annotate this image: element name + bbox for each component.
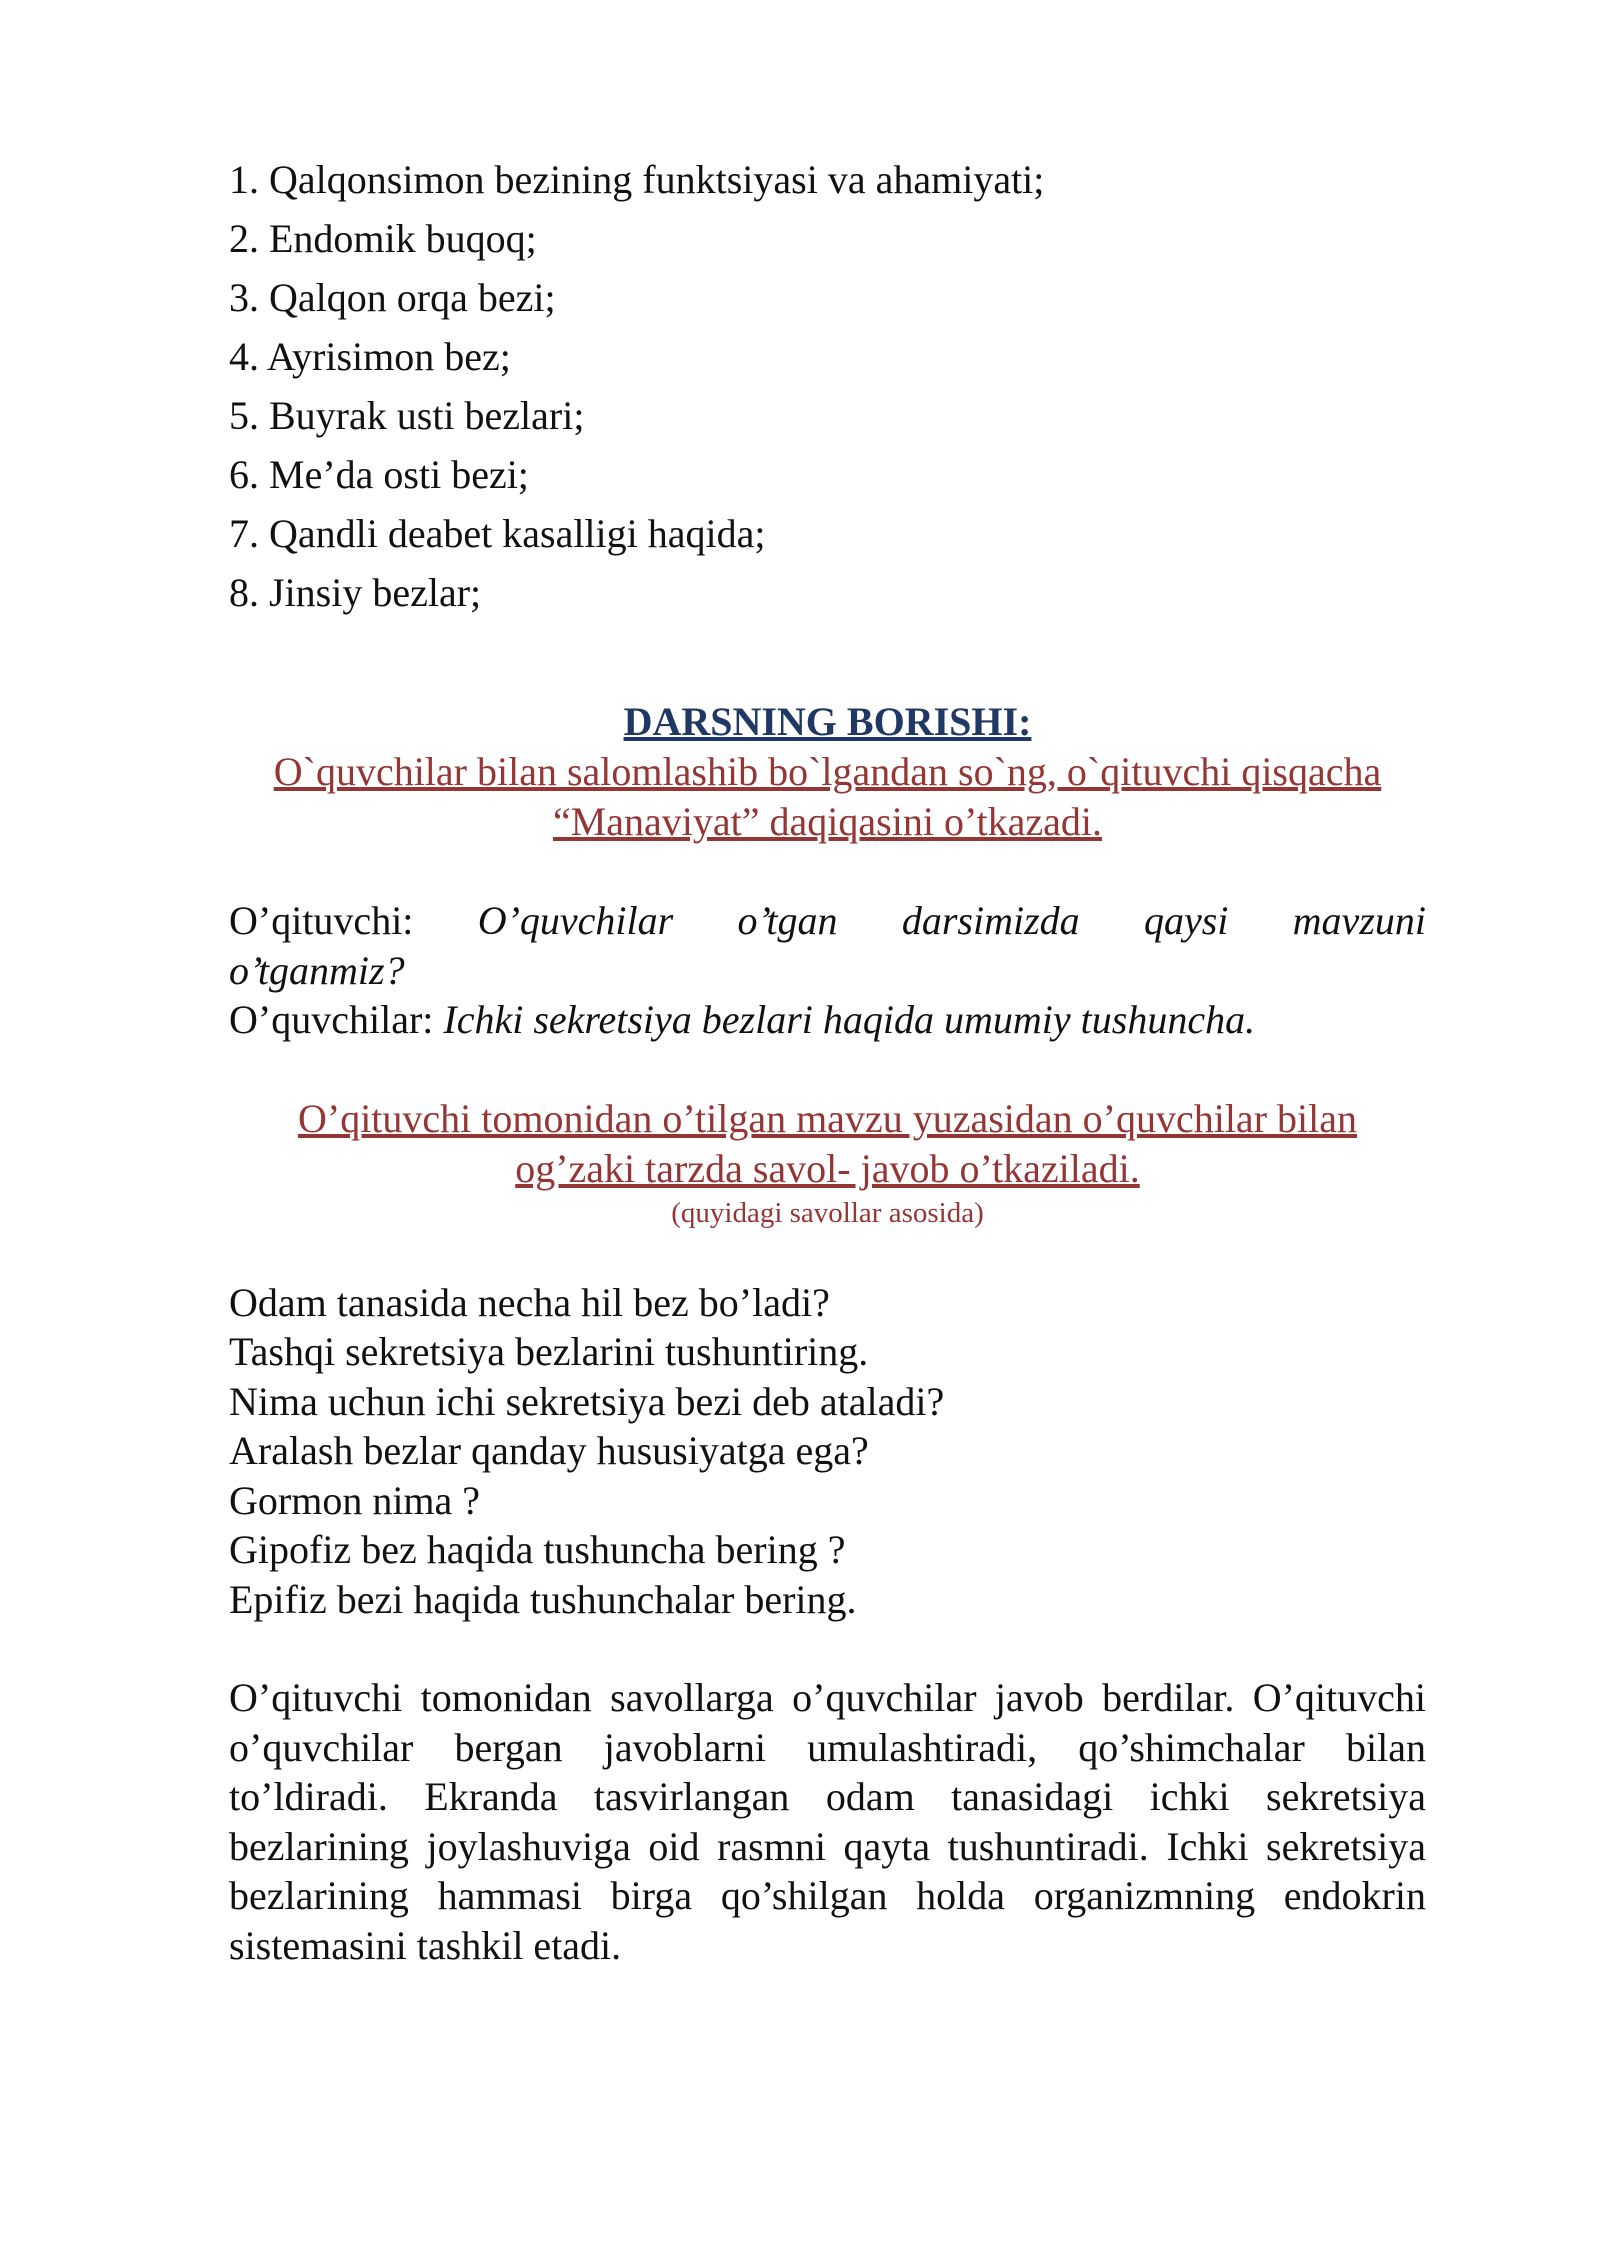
question-list [229,1278,1426,1625]
page-content [229,150,1426,1970]
oral-line-1: O’qituvchi tomonidan o’tilgan mavzu yuzasidan o’quvchilar bilan [297,1095,1357,1141]
question-word: qaysi [1143,898,1229,943]
question-word: O’quvchilar [477,898,674,943]
teacher-question-line [229,896,1426,946]
students-label: O’quvchilar: [229,997,434,1042]
question-item: Epifiz bezi haqida tushunchalar bering. [229,1576,857,1622]
question-word: mavzuni [1292,898,1426,943]
question-item: Tashqi sekretsiya bezlarini tushuntiring. [229,1329,869,1374]
greeting-line-2: “Manaviyat” daqiqasini o’tkazadi. [552,799,1103,844]
topic-item: 7. Qandli deabet kasalligi haqida; [229,511,766,556]
topic-item: 4. Ayrisimon bez; [229,334,511,379]
lesson-heading: DARSNING BORISHI: [623,699,1032,744]
students-answer-line [229,995,1426,1045]
teacher-question-end [229,946,1426,996]
question-item: Nima uchun ichi sekretsiya bezi deb ataladi? [229,1378,945,1424]
teacher-label: O’qituvchi: [229,898,414,943]
topic-item: 8. Jinsiy bezlar; [229,570,482,615]
question-word: darsimizda [901,898,1080,943]
topic-item: 1. Qalqonsimon bezining funktsiyasi va ahamiyati; [229,157,1045,202]
question-item: Aralash bezlar qanday hususiyatga ega? [229,1428,869,1473]
oral-line-2: og’zaki tarzda savol- javob o’tkaziladi. [515,1145,1140,1191]
greeting-line-1: O`quvchilar bilan salomlashib bo`lgandan so`ng, o`qituvchi qisqacha [273,749,1382,794]
question-word: o’tganmiz? [229,947,405,993]
oral-note: (quyidagi savollar asosida) [671,1196,984,1229]
question-word: o’tgan [737,898,838,943]
topic-item: 6. Me’da osti bezi; [229,452,529,497]
question-item: Gipofiz bez haqida tushuncha bering ? [229,1527,846,1572]
topic-item: 2. Endomik buqoq; [229,216,537,261]
students-answer: Ichki sekretsiya bezlari haqida umumiy tushuncha. [443,997,1256,1042]
topic-item: 3. Qalqon orqa bezi; [229,275,556,320]
closing-paragraph: O’qituvchi tomonidan savollarga o’quvchilar javob berdilar. O’qituvchi o’quvchilar bergan javoblarni umulashtiradi, qo’shimchalar bilan to’ldiradi. Ekranda tasvirlangan odam tanasidagi ichki sekretsiya bezlarining joylashuviga oid rasmni qayta tushuntiradi. Ichki sekretsiya bezlarining hammasi birga qo’shilgan holda organizmning endokrin sistemasini tashkil etadi. [229,1675,1426,1968]
topic-list [229,150,1426,622]
question-item: Odam tanasida necha hil bez bo’ladi? [229,1279,830,1325]
question-item: Gormon nima ? [229,1477,481,1523]
topic-item: 5. Buyrak usti bezlari; [229,393,585,438]
